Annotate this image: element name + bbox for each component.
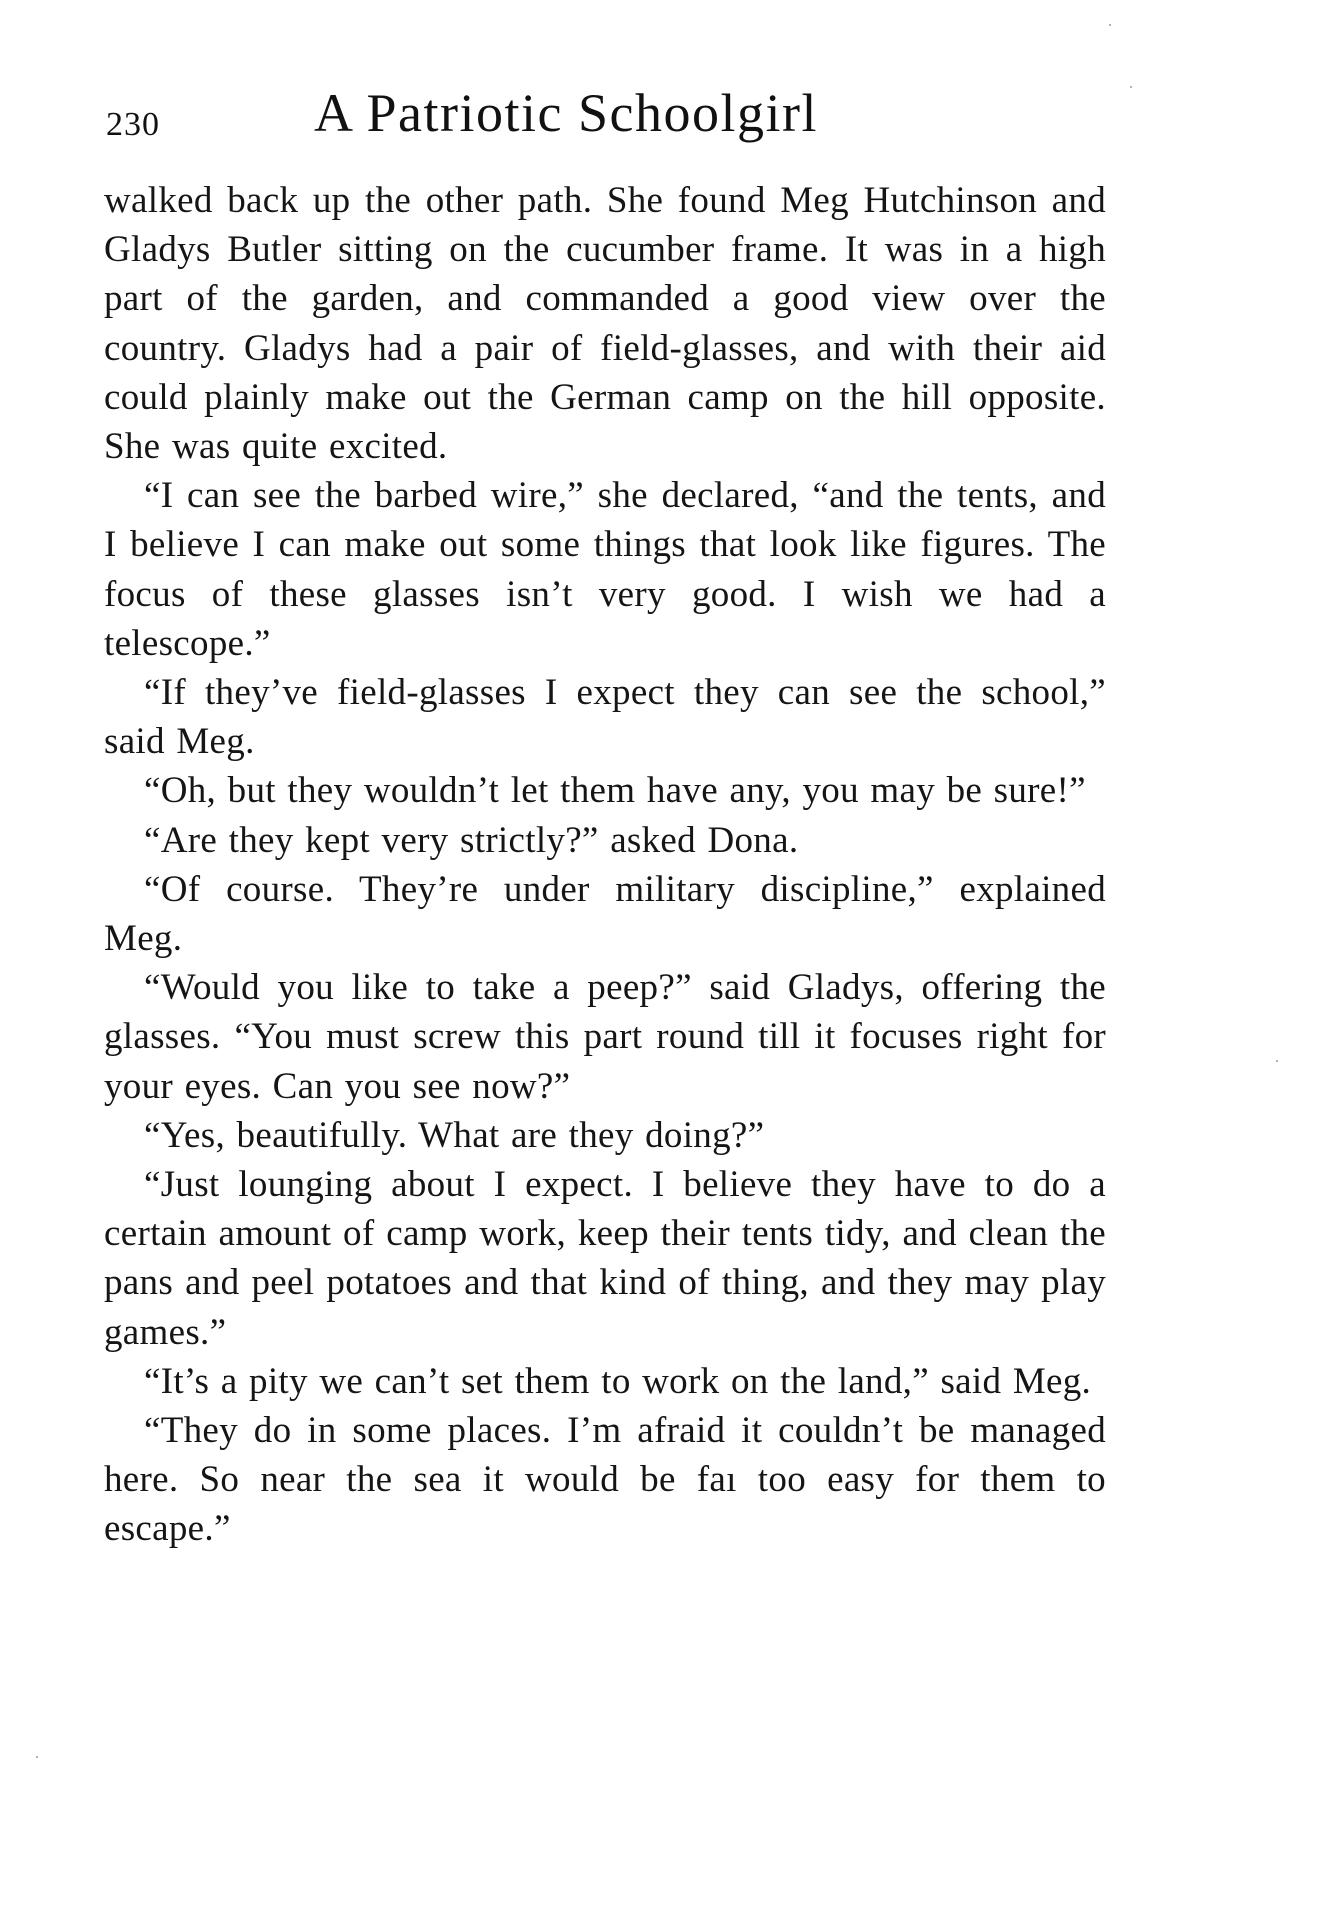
paragraph: “It’s a pity we can’t set them to work on the land,” said Meg. — [144, 1360, 1092, 1402]
scan-speck — [36, 1756, 38, 1758]
book-page — [104, 0, 1104, 1921]
paragraph: “Of course. They’re under military discipline,” explained Meg. — [104, 868, 1106, 960]
paragraph: walked back up the other path. She found Meg Hutchinson and Gladys Butler sitting on the cucumber frame. It was in a high part of the garden, and commanded a good view over the country. Gladys had a pair of field-glasses, and with their aid could plainly make out the German camp on the hill opposite. She was quite excited. — [104, 180, 1106, 468]
paragraph: “I can see the barbed wire,” she declared, “and the tents, and I believe I can make out some things that look like figures. The focus of these glasses isn’t very good. I wish we had a telescope.” — [104, 475, 1106, 664]
body-text — [104, 176, 1106, 1554]
scan-speck — [1109, 24, 1111, 26]
paragraph: “Would you like to take a peep?” said Gladys, offering the glasses. “You must screw this part round till it focuses right for your eyes. Can you see now?” — [104, 967, 1106, 1107]
running-title: A Patriotic Schoolgirl — [314, 83, 818, 143]
paragraph: “If they’ve field-glasses I expect they can see the school,” said Meg. — [104, 672, 1106, 763]
scan-speck — [1276, 1060, 1278, 1062]
paragraph: “They do in some places. I’m afraid it couldn’t be managed here. So near the sea it would be faı too easy for them to escape.” — [104, 1410, 1106, 1550]
page-header — [104, 82, 1104, 152]
paragraph: “Are they kept very strictly?” asked Dona. — [144, 819, 799, 861]
paragraph: “Just lounging about I expect. I believe they have to do a certain amount of camp work, keep their tents tidy, and clean the pans and peel potatoes and that kind of thing, and they may play games.” — [104, 1164, 1106, 1353]
scan-speck — [1130, 86, 1132, 88]
paragraph: “Yes, beautifully. What are they doing?” — [144, 1114, 765, 1156]
page-number: 230 — [106, 106, 160, 143]
paragraph: “Oh, but they wouldn’t let them have any, you may be sure!” — [144, 770, 1086, 812]
